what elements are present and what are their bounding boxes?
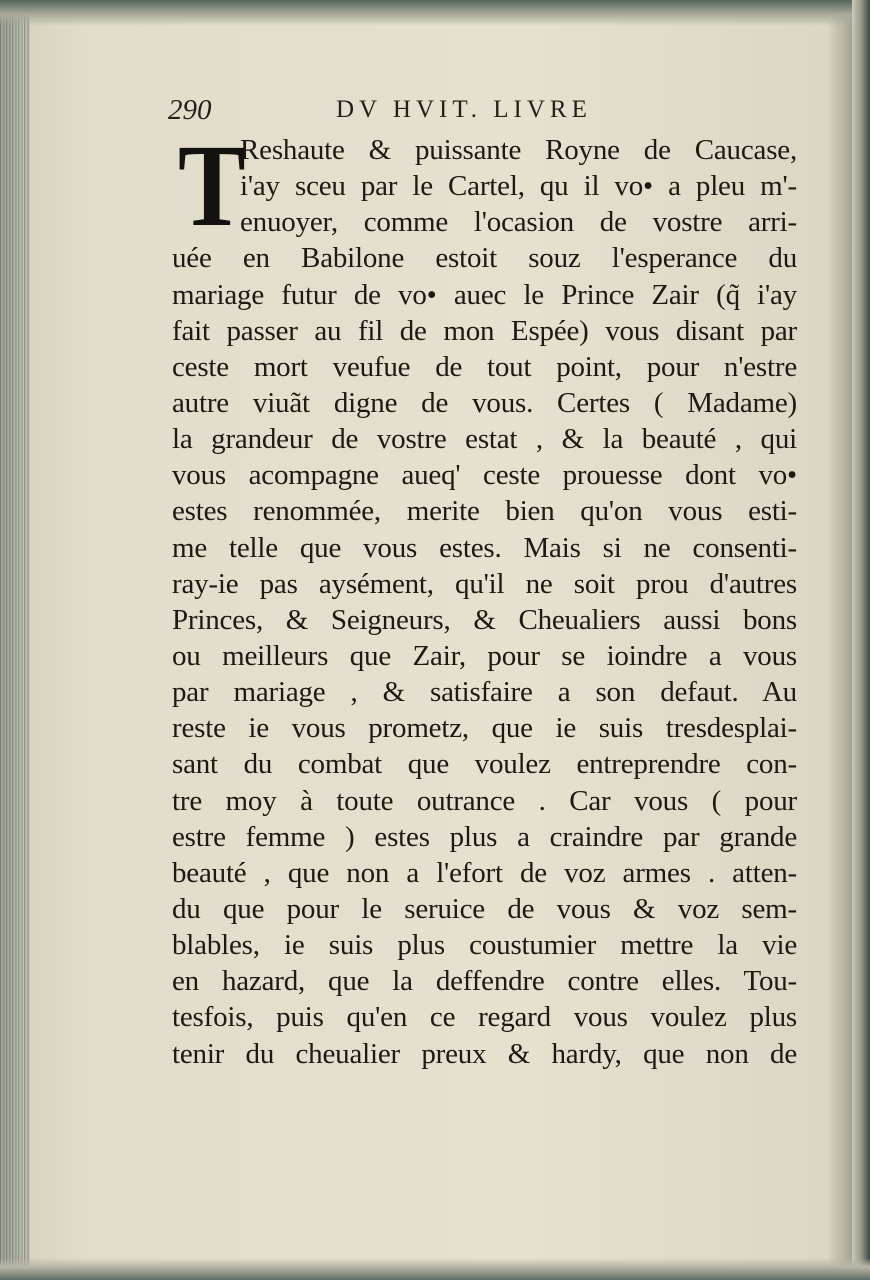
text-line: du que pour le seruice de vous & voz sem- <box>172 892 797 925</box>
text-line: me telle que vous estes. Mais si ne consenti- <box>172 531 797 564</box>
top-page-edge <box>0 0 870 26</box>
text-line: ceste mort veufue de tout point, pour n'estre <box>172 350 797 383</box>
text-line: tesfois, puis qu'en ce regard vous voulez plus <box>172 1001 797 1034</box>
page-number: 290 <box>168 94 212 126</box>
text-line: blables, ie suis plus coustumier mettre la vie <box>172 929 797 962</box>
text-line: estes renommée, merite bien qu'on vous esti- <box>172 495 797 528</box>
body-text <box>172 120 797 1072</box>
running-title: DV HVIT. LIVRE <box>336 96 592 123</box>
text-line: mariage futur de vo• auec le Prince Zair (q̃ i'ay <box>172 278 797 311</box>
text-line: vous acompagne aueq' ceste prouesse dont vo• <box>172 459 797 492</box>
text-line: la grandeur de vostre estat , & la beauté , qui <box>172 423 797 456</box>
text-line: enuoyer, comme l'ocasion de vostre arri- <box>240 206 797 239</box>
text-line: en hazard, que la deffendre contre elles. Tou- <box>172 965 797 998</box>
drop-cap: T <box>178 120 246 251</box>
text-line: beauté , que non a l'efort de voz armes . atten- <box>172 856 797 889</box>
text-line: uée en Babilone estoit souz l'esperance du <box>172 242 797 275</box>
text-line: ou meilleurs que Zair, pour se ioindre a vous <box>172 639 797 672</box>
text-line: ray-ie pas aysément, qu'il ne soit prou d'autres <box>172 567 797 600</box>
text-line: Reshaute & puissante Royne de Caucase, <box>240 134 797 166</box>
text-line: tre moy à toute outrance . Car vous ( pour <box>172 784 797 817</box>
right-page-edge <box>852 0 870 1280</box>
text-line: tenir du cheualier preux & hardy, que non de <box>172 1037 797 1070</box>
text-line: autre viuãt digne de vous. Certes ( Madame) <box>172 386 797 419</box>
bottom-page-edge <box>0 1258 870 1280</box>
text-line: par mariage , & satisfaire a son defaut. Au <box>172 676 797 709</box>
book-page <box>22 24 852 1256</box>
text-line: Princes, & Seigneurs, & Cheualiers aussi bons <box>172 603 797 636</box>
text-line: estre femme ) estes plus a craindre par grande <box>172 820 797 853</box>
text-line: i'ay sceu par le Cartel, qu il vo• a pleu m'- <box>240 170 797 203</box>
text-line: reste ie vous prometz, que ie suis tresdesplai- <box>172 712 797 745</box>
text-line: fait passer au fil de mon Espée) vous disant par <box>172 314 797 347</box>
text-line: sant du combat que voulez entreprendre con- <box>172 748 797 781</box>
